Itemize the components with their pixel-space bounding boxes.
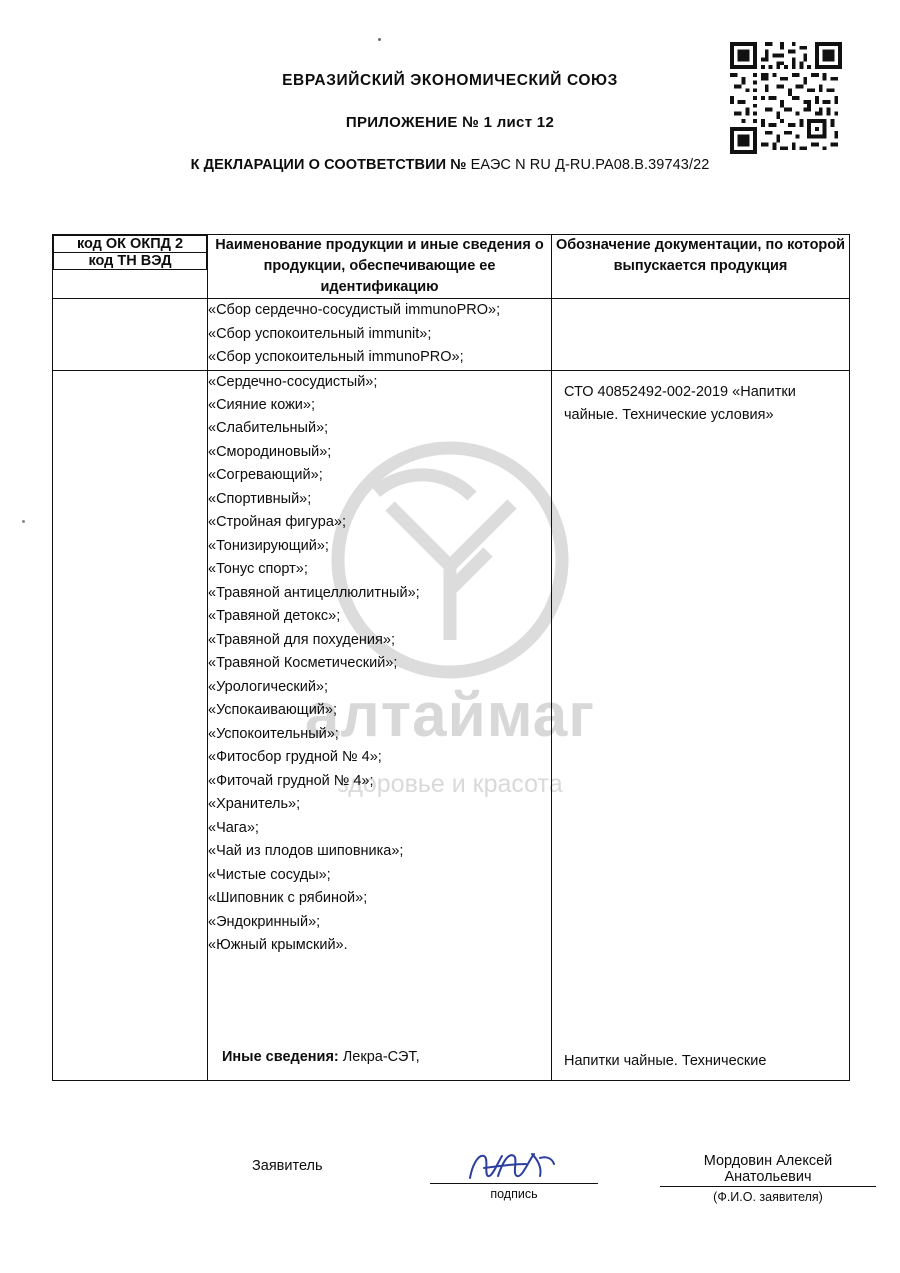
- cell-codes-2: [53, 370, 208, 1080]
- header-cell-product-name: Наименование продукции и иные сведения о продукции, обеспечивающие ее идентификацию: [208, 235, 552, 299]
- list-item: «Чистые сосуды»;: [208, 866, 331, 883]
- applicant-name-line2: Анатольевич: [724, 1169, 812, 1185]
- list-item: «Слабительный»;: [208, 420, 329, 437]
- list-item: «Сбор сердечно-сосудистый immunoPRO»;: [208, 302, 501, 319]
- list-item: «Эндокринный»;: [208, 913, 321, 930]
- list-item: «Тонизирующий»;: [208, 537, 329, 554]
- cell-codes-1: [53, 299, 208, 370]
- list-item: «Сбор успокоительный immunit»;: [208, 325, 432, 342]
- list-item: «Смородиновый»;: [208, 443, 332, 460]
- applicant-name-caption: (Ф.И.О. заявителя): [713, 1190, 823, 1204]
- list-item: «Стройная фигура»;: [208, 514, 346, 531]
- other-info-label: Иные сведения:: [222, 1049, 339, 1066]
- list-item: «Сердечно-сосудистый»;: [208, 373, 378, 390]
- cell-documentation-1: [552, 299, 850, 370]
- cell-documentation-2: [552, 370, 850, 1080]
- appendix-title: ПРИЛОЖЕНИЕ № 1 лист 12: [345, 114, 555, 131]
- handwritten-signature-icon: [454, 1148, 574, 1182]
- list-item: «Травяной Косметический»;: [208, 655, 398, 672]
- table-header-row: [53, 235, 850, 299]
- table-row: [53, 299, 850, 370]
- qr-code-icon: [730, 42, 842, 154]
- list-item: «Успокаивающий»;: [208, 702, 337, 719]
- header-cell-documentation: Обозначение документации, по которой выпускается продукция: [552, 235, 850, 299]
- declaration-line: [0, 157, 900, 173]
- watermark-subtext: здоровье и красота: [337, 770, 563, 798]
- list-item: «Хранитель»;: [208, 796, 301, 813]
- scan-artifact-dot: [378, 38, 381, 41]
- list-item: «Урологический»;: [208, 678, 329, 695]
- watermark-text: алтаймаг: [304, 681, 596, 750]
- list-item: «Фитосбор грудной № 4»;: [208, 749, 382, 766]
- list-item: «Спортивный»;: [208, 490, 312, 507]
- cell-products-2: [208, 370, 552, 1080]
- product-table: [52, 234, 850, 1081]
- signature-caption: подпись: [490, 1187, 538, 1201]
- signature-line: [430, 1183, 598, 1184]
- list-item: «Тонус спорт»;: [208, 561, 308, 578]
- header-tnved: код ТН ВЭД: [54, 253, 207, 270]
- list-item: «Чай из плодов шиповника»;: [208, 843, 404, 860]
- list-item: «Сбор успокоительный immunoPRO»;: [208, 349, 464, 366]
- list-item: «Фиточай грудной № 4»;: [208, 772, 374, 789]
- list-item: «Сияние кожи»;: [208, 396, 315, 413]
- applicant-name-block: [644, 1153, 892, 1204]
- list-item: «Травяной антицеллюлитный»;: [208, 584, 420, 601]
- other-info: [222, 1046, 420, 1069]
- declaration-number: ЕАЭС N RU Д-RU.РА08.В.39743/22: [470, 157, 710, 173]
- list-item: «Чага»;: [208, 819, 259, 836]
- list-item: «Согревающий»;: [208, 467, 323, 484]
- applicant-name-line1: Мордовин Алексей: [703, 1153, 833, 1169]
- documentation-standard: СТО 40852492-002-2019 «Напитки чайные. Технические условия»: [564, 383, 796, 423]
- applicant-label: Заявитель: [252, 1158, 323, 1174]
- signature-block: [430, 1148, 598, 1201]
- header-okpd: код ОК ОКПД 2: [54, 236, 207, 253]
- list-item: «Травяной детокс»;: [208, 608, 341, 625]
- documentation-continued: Напитки чайные. Технические: [564, 1053, 767, 1070]
- list-item: «Успокоительный»;: [208, 725, 339, 742]
- name-underline: [660, 1186, 876, 1187]
- union-title: ЕВРАЗИЙСКИЙ ЭКОНОМИЧЕСКИЙ СОЮЗ: [282, 72, 618, 89]
- list-item: «Южный крымский».: [208, 937, 348, 954]
- scan-artifact-dot-left: [22, 520, 25, 523]
- table-row: [53, 370, 850, 1080]
- other-info-value: Лекра-СЭТ,: [342, 1049, 420, 1066]
- declaration-label: К ДЕКЛАРАЦИИ О СООТВЕТСТВИИ №: [190, 157, 467, 173]
- list-item: «Травяной для похудения»;: [208, 631, 395, 648]
- header-cell-codes: [53, 235, 208, 299]
- cell-products-1: [208, 299, 552, 370]
- list-item: «Шиповник с рябиной»;: [208, 890, 368, 907]
